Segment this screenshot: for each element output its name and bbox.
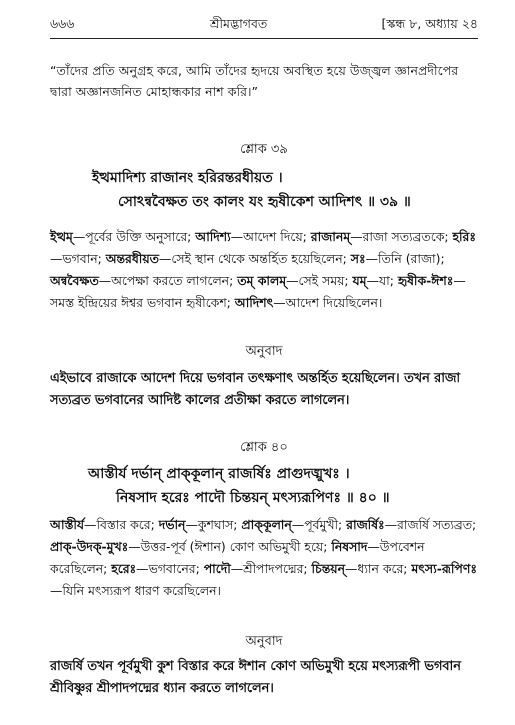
synonym-term: মৎস্য-রূপিণঃ bbox=[411, 561, 477, 576]
verse-40-translation-heading: অনুবাদ bbox=[245, 634, 283, 649]
synonym-meaning: —যা; bbox=[366, 273, 398, 288]
verse-40-line-2: নিষসাদ হরেঃ পাদৌ চিন্তয়ন্ মৎস্যরূপিণঃ ॥ ৪০ ॥ bbox=[116, 490, 390, 506]
synonym-term: রাজানম্ bbox=[310, 229, 351, 244]
synonym-meaning: —আদেশ দিয়েছিলেন। bbox=[273, 295, 383, 310]
synonym-term: পাদৌ bbox=[203, 561, 231, 576]
synonym-term: দর্ভান্ bbox=[158, 517, 186, 532]
synonym-meaning: —উপবেশন করেছিলেন; bbox=[50, 539, 425, 576]
synonym-meaning: —যিনি মৎস্যরূপ ধারণ করেছিলেন। bbox=[50, 583, 221, 598]
synonym-meaning: —অপেক্ষা করতে লাগলেন; bbox=[98, 273, 238, 288]
synonym-meaning: —সেই স্থান থেকে অন্তর্হিত হয়েছিলেন; bbox=[158, 251, 351, 266]
section-reference: [স্কন্ধ ৮, অধ্যায় ২৪ bbox=[381, 16, 478, 31]
verse-39-synonyms bbox=[50, 226, 478, 314]
verse-40-line-1: আস্তীর্য দর্ভান্ প্রাক্‌কূলান্ রাজর্ষিঃ প্রাগুদঙ্মুখঃ । bbox=[88, 466, 350, 482]
synonym-term: আদিশৎ bbox=[234, 295, 274, 310]
synonym-meaning: —রাজা সত্যব্রতকে; bbox=[350, 229, 453, 244]
synonym-meaning: —পূর্বমুখী; bbox=[291, 517, 347, 532]
synonym-term: সঃ bbox=[350, 251, 366, 266]
synonym-meaning: —আদেশ দিয়ে; bbox=[230, 229, 311, 244]
purport-quote: “তাঁদের প্রতি অনুগ্রহ করে, আমি তাঁদের হৃদয়ে অবস্থিত হয়ে উজ্জ্বল জ্ঞানপ্রদীপের দ্বারা অজ্ঞানজনিত মোহান্ধকার নাশ করি।” bbox=[50, 63, 459, 99]
synonym-meaning: —ভগবান; bbox=[50, 251, 106, 266]
synonym-meaning: —তিনি (রাজা); bbox=[365, 251, 445, 266]
header-rule bbox=[50, 38, 478, 39]
synonym-term: হরেঃ bbox=[111, 561, 137, 576]
synonym-term: তম্ কালম্ bbox=[237, 273, 287, 288]
synonym-term: যম্ bbox=[352, 273, 367, 288]
verse-39-line-2: সোঽন্ববৈক্ষত তং কালং যং হৃষীকেশ আদিশৎ ॥ ৩৯ ॥ bbox=[118, 194, 411, 210]
verse-40-translation: রাজর্ষি তখন পূর্বমুখী কুশ বিস্তার করে ঈশান কোণ অভিমুখী হয়ে মৎস্যরূপী ভগবান শ্রীবিষ্ণুর শ্রীপাদপদ্মের ধ্যান করতে লাগলেন। bbox=[50, 659, 461, 696]
synonym-meaning: —পূর্বের উক্তি অনুসারে; bbox=[72, 229, 196, 244]
page-number: ৬৬৬ bbox=[50, 16, 75, 31]
synonym-meaning: —ভগবানের; bbox=[136, 561, 204, 576]
synonym-term: প্রাক্‌কূলান্ bbox=[241, 517, 292, 532]
verse-39-heading: শ্লোক ৩৯ bbox=[240, 142, 288, 157]
synonym-term: অন্তরধীয়ত bbox=[105, 251, 159, 266]
verse-39-translation: এইভাবে রাজাকে আদেশ দিয়ে ভগবান তৎক্ষণাৎ অন্তর্হিত হয়েছিলেন। তখন রাজা সত্যব্রত ভগবানের আদিষ্ট কালের প্রতীক্ষা করতে লাগলেন। bbox=[50, 371, 461, 408]
synonym-meaning: —সমস্ত ইন্দ্রিয়ের ঈশ্বর ভগবান হৃষীকেশ; bbox=[50, 273, 466, 310]
synonym-term: হৃষীক-ঈশঃ bbox=[397, 273, 454, 288]
synonym-term: আস্তীর্য bbox=[50, 517, 85, 532]
synonym-term: রাজর্ষিঃ bbox=[346, 517, 385, 532]
synonym-term: হরিঃ bbox=[452, 229, 476, 244]
synonym-term: অন্ববৈক্ষত bbox=[50, 273, 99, 288]
synonym-meaning: —শ্রীপাদপদ্মের; bbox=[230, 561, 312, 576]
synonym-meaning: —উত্তর-পূর্ব (ঈশান) কোণ অভিমুখী হয়ে; bbox=[128, 539, 332, 554]
synonym-term: আদিশ্য bbox=[195, 229, 231, 244]
verse-40-synonyms bbox=[50, 514, 478, 602]
synonym-term: প্রাক্-উদক্-মুখঃ bbox=[50, 539, 129, 554]
verse-39-line-1: ইত্থমাদিশ্য রাজানং হরিরন্তরধীয়ত । bbox=[92, 170, 283, 186]
synonym-term: চিন্তয়ন্ bbox=[311, 561, 345, 576]
synonym-meaning: —বিস্তার করে; bbox=[84, 517, 159, 532]
synonym-term: ইত্থম্ bbox=[50, 229, 73, 244]
synonym-term: নিষসাদ bbox=[331, 539, 368, 554]
verse-40-heading: শ্লোক ৪০ bbox=[240, 440, 288, 455]
synonym-meaning: —কুশঘাস; bbox=[185, 517, 242, 532]
verse-39-translation-heading: অনুবাদ bbox=[245, 344, 283, 359]
page-header bbox=[50, 14, 478, 36]
book-title: শ্রীমদ্ভাগবত bbox=[210, 16, 268, 31]
synonym-meaning: —রাজর্ষি সত্যব্রত; bbox=[384, 517, 477, 532]
synonym-meaning: —সেই সময়; bbox=[286, 273, 353, 288]
synonym-meaning: —ধ্যান করে; bbox=[344, 561, 412, 576]
